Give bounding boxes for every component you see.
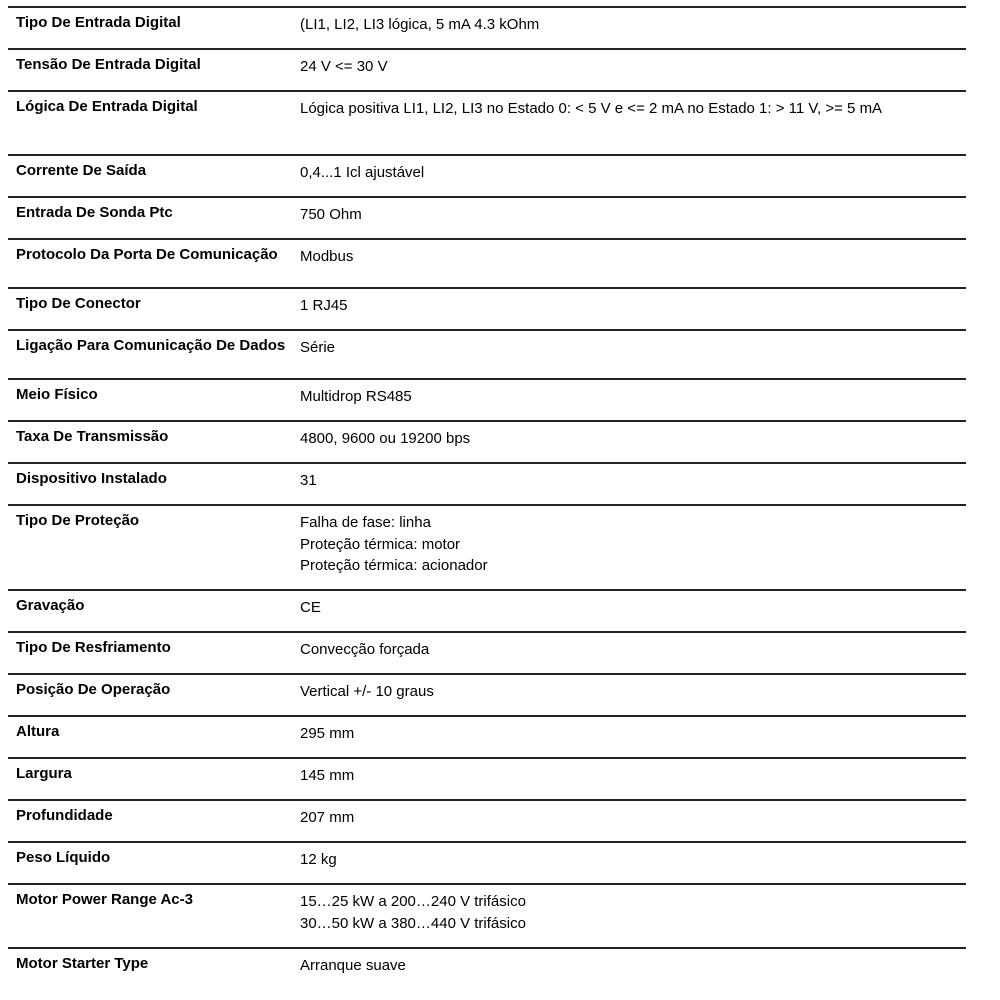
spec-row xyxy=(8,464,966,506)
spec-row xyxy=(8,801,966,843)
spec-row xyxy=(8,240,966,289)
spec-value: Lógica positiva LI1, LI2, LI3 no Estado 0: < 5 V e <= 2 mA no Estado 1: > 11 V, >= 5 mA xyxy=(300,100,883,117)
spec-value: Modbus xyxy=(300,248,354,265)
spec-value: Multidrop RS485 xyxy=(300,388,412,405)
spec-row xyxy=(8,8,966,50)
spec-row xyxy=(8,675,966,717)
spec-value: 0,4...1 Icl ajustável xyxy=(300,164,425,181)
spec-label: Largura xyxy=(16,765,72,782)
spec-value: 24 V <= 30 V xyxy=(300,58,388,75)
spec-label: Gravação xyxy=(16,597,85,614)
spec-row xyxy=(8,843,966,885)
spec-label: Altura xyxy=(16,723,60,740)
spec-label: Profundidade xyxy=(16,807,113,824)
spec-row xyxy=(8,380,966,422)
spec-value: Arranque suave xyxy=(300,957,406,974)
spec-label: Peso Líquido xyxy=(16,849,111,866)
spec-row xyxy=(8,50,966,92)
spec-label: Tipo De Conector xyxy=(16,295,141,312)
spec-value: 15…25 kW a 200…240 V trifásico 30…50 kW a 380…440 V trifásico xyxy=(300,893,526,932)
spec-row xyxy=(8,289,966,331)
spec-row xyxy=(8,422,966,464)
spec-value: Série xyxy=(300,339,336,356)
spec-row xyxy=(8,331,966,380)
spec-value: 12 kg xyxy=(300,851,337,868)
spec-label: Motor Power Range Ac-3 xyxy=(16,891,193,908)
spec-label: Ligação Para Comunicação De Dados xyxy=(16,337,286,354)
spec-label: Corrente De Saída xyxy=(16,162,147,179)
spec-row xyxy=(8,949,966,991)
spec-value: Vertical +/- 10 graus xyxy=(300,683,434,700)
spec-row xyxy=(8,759,966,801)
spec-label: Lógica De Entrada Digital xyxy=(16,98,198,115)
spec-row xyxy=(8,198,966,240)
spec-value: Convecção forçada xyxy=(300,641,430,658)
spec-row xyxy=(8,591,966,633)
spec-value: 4800, 9600 ou 19200 bps xyxy=(300,430,471,447)
spec-value: 295 mm xyxy=(300,725,355,742)
spec-row xyxy=(8,717,966,759)
spec-row xyxy=(8,633,966,675)
spec-row xyxy=(8,506,966,591)
spec-label: Posição De Operação xyxy=(16,681,171,698)
spec-label: Tipo De Proteção xyxy=(16,512,140,529)
spec-value: 750 Ohm xyxy=(300,206,362,223)
spec-row xyxy=(8,885,966,949)
spec-row xyxy=(8,92,966,156)
spec-label: Dispositivo Instalado xyxy=(16,470,167,487)
spec-label: Tensão De Entrada Digital xyxy=(16,56,201,73)
spec-value: (LI1, LI2, LI3 lógica, 5 mA 4.3 kOhm xyxy=(300,16,540,33)
spec-value: 31 xyxy=(300,472,317,489)
spec-label: Motor Starter Type xyxy=(16,955,149,972)
spec-value: 207 mm xyxy=(300,809,355,826)
spec-row xyxy=(8,156,966,198)
spec-value: Falha de fase: linha Proteção térmica: motor Proteção térmica: acionador xyxy=(300,514,488,574)
spec-table xyxy=(8,6,966,991)
spec-label: Meio Físico xyxy=(16,386,98,403)
spec-value: 1 RJ45 xyxy=(300,297,348,314)
spec-label: Entrada De Sonda Ptc xyxy=(16,204,173,221)
spec-value: CE xyxy=(300,599,321,616)
spec-label: Protocolo Da Porta De Comunicação xyxy=(16,246,278,263)
spec-value: 145 mm xyxy=(300,767,355,784)
spec-label: Tipo De Resfriamento xyxy=(16,639,171,656)
spec-label: Taxa De Transmissão xyxy=(16,428,169,445)
spec-label: Tipo De Entrada Digital xyxy=(16,14,181,31)
